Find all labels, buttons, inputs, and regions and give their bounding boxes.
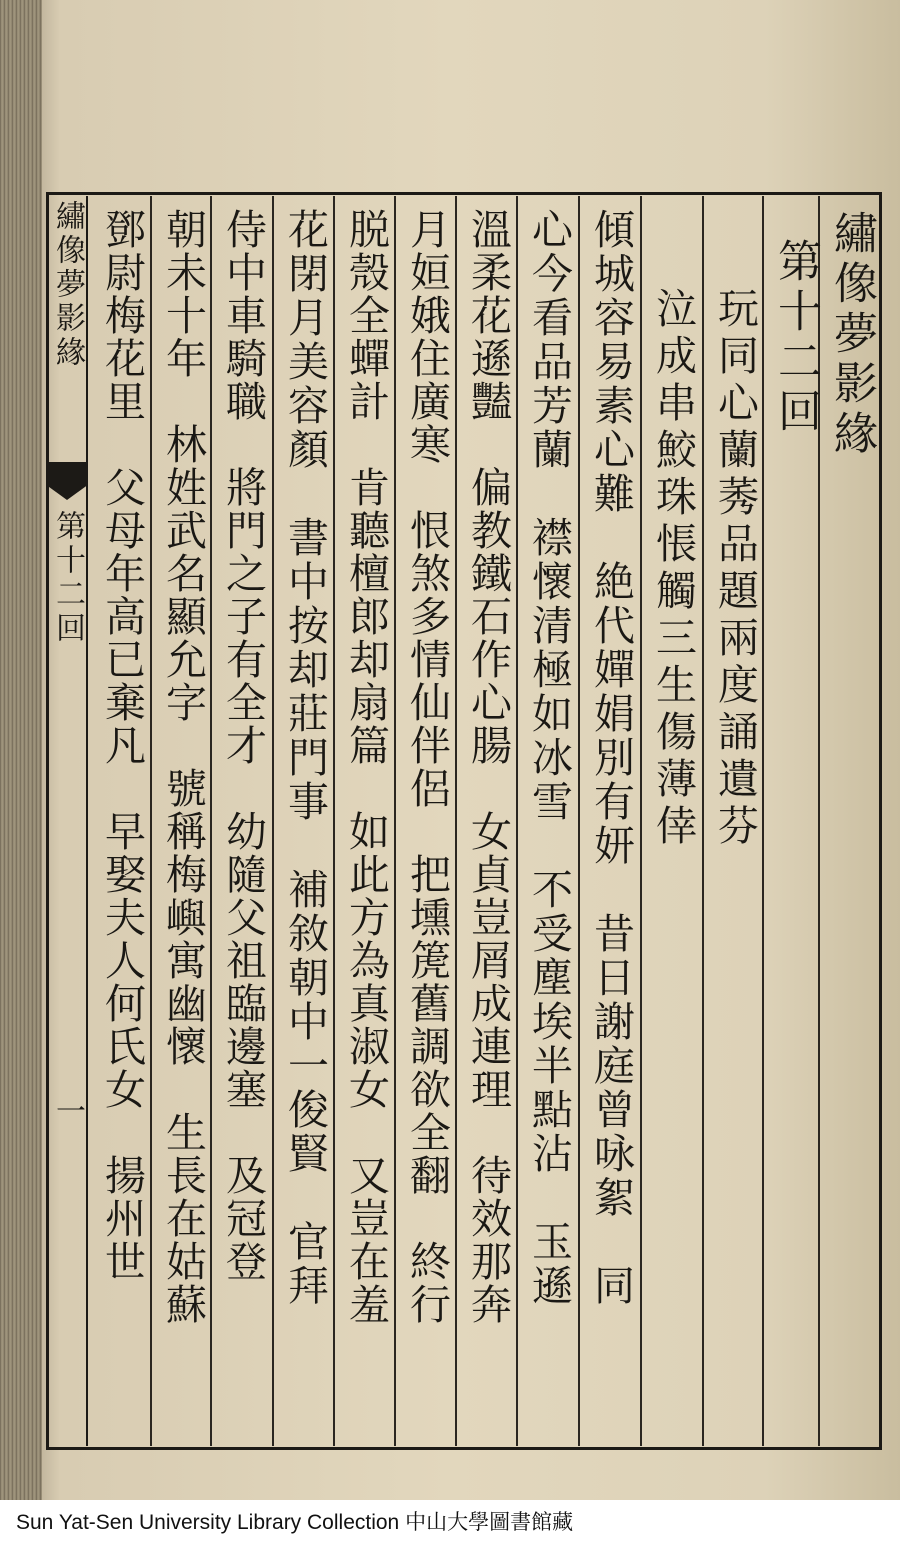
collection-credit: Sun Yat-Sen University Library Collection 中山大學圖書館藏 <box>0 1500 900 1543</box>
center-gutter <box>46 196 88 1446</box>
text-column: 溫柔花遜豔 偏教鐵石作心腸 女貞豈屑成連理 待效那奔 <box>464 208 512 1326</box>
text-column: 第十二回 <box>770 238 821 438</box>
text-column: 傾城容易素心難 絶代嬋娟別有妍 昔日謝庭曾咏絮 同 <box>587 208 635 1308</box>
text-column: 泣成串鮫珠悵觸三生傷薄倖 <box>649 240 697 851</box>
gutter-chapter: 第十二回 <box>50 510 85 646</box>
text-column: 玩同心蘭莠品題兩度誦遺芬 <box>711 240 759 851</box>
text-column: 花閉月美容顏 書中按却莊門事 補敘朝中一俊賢 官拜 <box>281 208 329 1308</box>
gutter-leaf-number: 一 <box>50 1095 85 1129</box>
column-rule <box>272 196 274 1446</box>
text-column: 月姮娥住廣寒 恨煞多情仙伴侶 把壎箎舊調欲全翻 終行 <box>403 208 451 1326</box>
column-rule <box>640 196 642 1446</box>
text-column: 脱殼全蟬計 肯聽檀郎却扇篇 如此方為真淑女 又豈在羞 <box>342 208 390 1326</box>
column-rule <box>702 196 704 1446</box>
text-column: 鄧尉梅花里 父母年高已棄凡 早娶夫人何氏女 揚州世 <box>98 208 146 1283</box>
text-column: 朝未十年 林姓武名顯允字 號稱梅嶼寓幽懷 生長在姑蘇 <box>159 208 207 1326</box>
text-column: 心今看品芳蘭 襟懷清極如冰雪 不受塵埃半點沾 玉遜 <box>525 208 573 1308</box>
page-edges <box>0 0 42 1500</box>
column-rule <box>578 196 580 1446</box>
text-column: 侍中車騎職 將門之子有全才 幼隨父祖臨邊塞 及冠登 <box>219 208 267 1283</box>
gutter-book-title: 繡像夢影緣 <box>50 200 85 370</box>
text-column: 繡像夢影緣 <box>826 210 877 460</box>
